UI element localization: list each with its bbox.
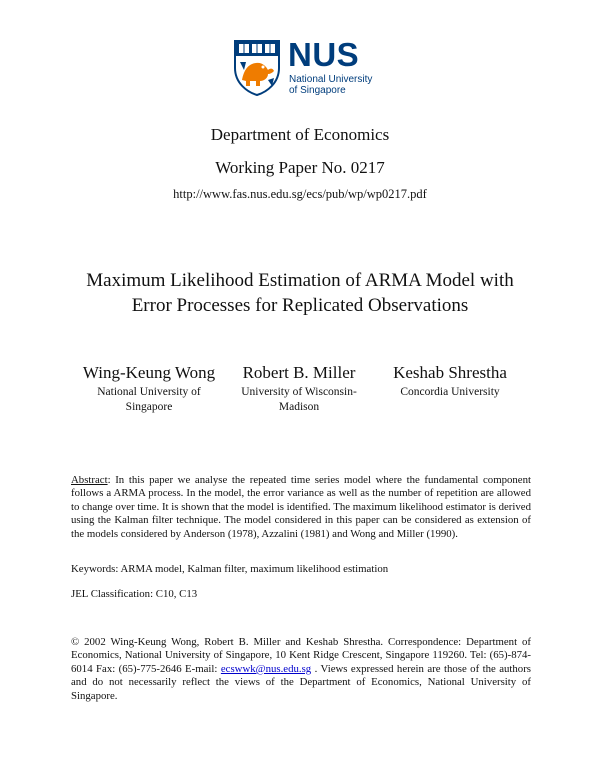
affiliation-line: Singapore [125, 401, 173, 413]
author-block [236, 362, 362, 415]
affiliation-line: National University of [97, 386, 201, 398]
jel-classification: JEL Classification: C10, C13 [71, 588, 198, 600]
department-heading: Department of Economics [210, 125, 390, 144]
keywords-line: Keywords: ARMA model, Kalman filter, maximum likelihood estimation [71, 563, 389, 575]
abstract-label: Abstract [71, 474, 108, 486]
logo-wordmark: NUS [288, 36, 360, 73]
author-name: Robert B. Miller [242, 363, 356, 382]
author-name: Keshab Shrestha [393, 363, 507, 382]
affiliation-line: Concordia University [400, 386, 500, 398]
author-block [74, 362, 224, 415]
working-paper-number: Working Paper No. 0217 [215, 158, 385, 177]
logo-subtitle-line1: National University [289, 74, 373, 85]
author-affiliation [74, 385, 224, 415]
nus-logo [234, 36, 374, 98]
abstract-paragraph [71, 474, 531, 541]
affiliation-line: Madison [278, 401, 320, 413]
email-link[interactable]: ecswwk@nus.edu.sg [220, 662, 312, 675]
copyright-text: © 2002 Wing-Keung Wong, Robert B. Miller and Keshab Shrestha. Correspondence: Department of Economics, National University of Singapore, 10 Kent Ridge Crescent, Singapore 119260. Tel: (65)-874-6014 Fax: (65)-775-2646 E-mail: [71, 636, 531, 675]
paper-url[interactable]: http://www.fas.nus.edu.sg/ecs/pub/wp/wp0217.pdf [173, 187, 427, 201]
affiliation-line: University of Wisconsin- [241, 386, 357, 398]
copyright-text-end: . Views expressed herein are those of the authors and do not necessarily reflect the views of the Department of Economics, National University of Singapore. [71, 662, 531, 702]
author-name: Wing-Keung Wong [82, 363, 216, 382]
abstract-text: : In this paper we analyse the repeated time series model where the fundamental component follows a ARMA process. In the model, the error variance as well as the number of repetition are allowed to change over time. It is shown that the model is identified. The maximum likelihood estimator is derived using the Kalman filter technique. The model considered in this paper can be considered as extension of the models considered by Anderson (1978), Azzalini (1981) and Wong and Miller (1990). [71, 474, 531, 540]
author-block [378, 362, 522, 400]
nus-crest-icon [234, 40, 280, 96]
paper-title-line1: Maximum Likelihood Estimation of ARMA Model with [86, 270, 514, 291]
paper-title-line2: Error Processes for Replicated Observations [131, 295, 469, 316]
author-affiliation [236, 385, 362, 415]
author-affiliation [378, 385, 522, 400]
copyright-paragraph [71, 636, 531, 703]
logo-subtitle-line2: of Singapore [289, 85, 346, 96]
